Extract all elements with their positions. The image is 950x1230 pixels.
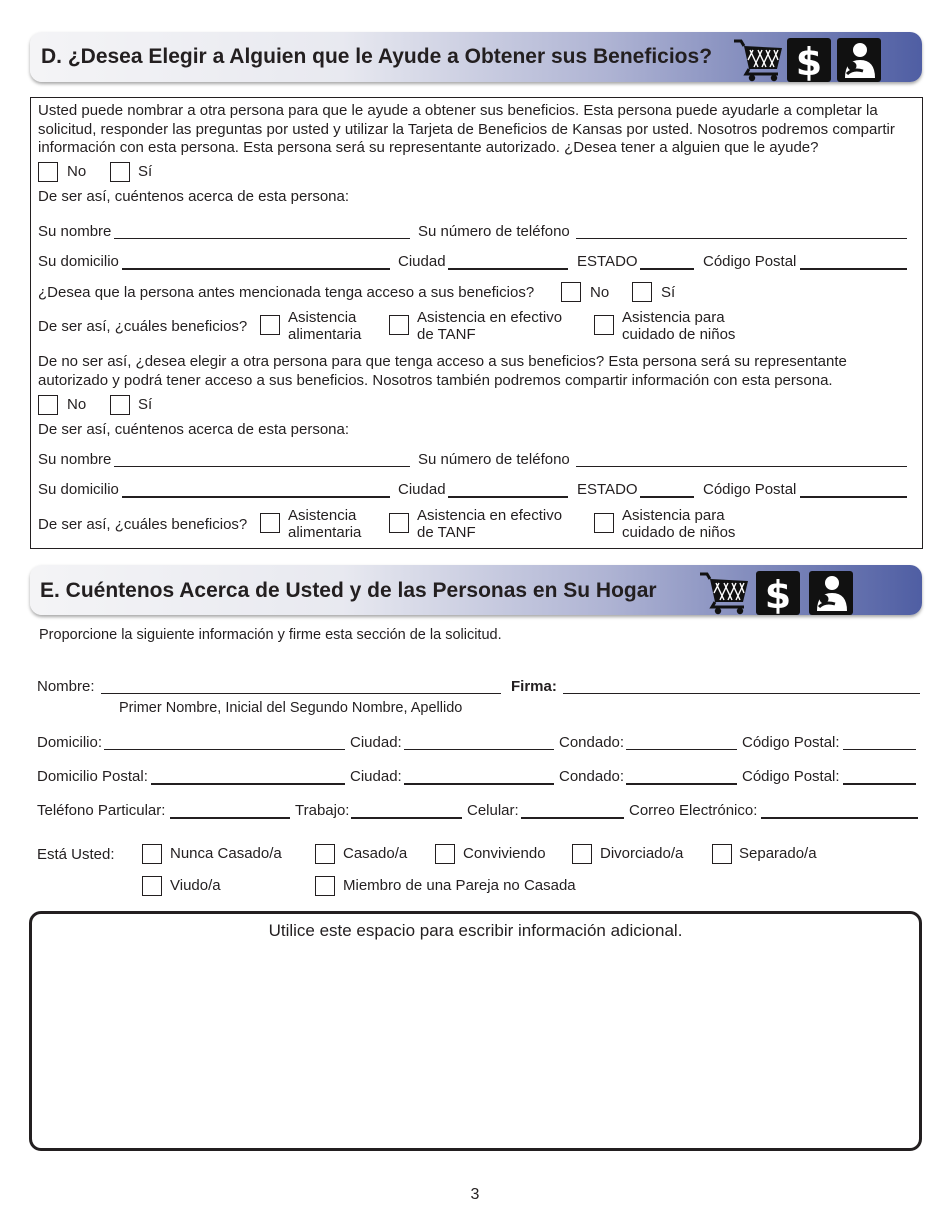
e-county-label: Condado: (559, 734, 625, 751)
status-cohabiting-label: Conviviendo (463, 845, 546, 862)
zip-field-2[interactable] (800, 496, 907, 498)
status-never-married-checkbox[interactable] (142, 844, 162, 864)
home-phone-label: Teléfono Particular: (37, 802, 166, 819)
access-no-label: No (590, 284, 610, 301)
section-e-header (30, 565, 922, 615)
name-label-2: Su nombre (38, 451, 112, 468)
section-d-header (30, 32, 922, 82)
benefit-food-label-2: alimentaria (288, 326, 362, 343)
benefit-tanf-label-2a: Asistencia en efectivo (417, 507, 563, 524)
status-unmarried-couple-checkbox[interactable] (315, 876, 335, 896)
status-divorced-label: Divorciado/a (600, 845, 684, 862)
status-divorced-checkbox[interactable] (572, 844, 592, 864)
cell-phone-field[interactable] (521, 817, 624, 819)
section-d-intro: Usted puede nombrar a otra persona para que le ayude a obtener sus beneficios. Esta persona puede ayudarle a completar la solicitud, responder las preguntas por usted y utilizar la Tarjeta de Beneficios de Kansas por usted. Nosotros podremos compartir información con esta persona. Esta persona será su representante autorizado. ¿Desea tener a alguien que le ayude? (38, 102, 895, 156)
work-label: Trabajo: (295, 802, 350, 819)
e-name-label: Nombre: (37, 678, 95, 695)
tell-us-text-2: De ser así, cuéntenos acerca de esta persona: (38, 421, 350, 438)
other-si-checkbox[interactable] (110, 395, 130, 415)
zip-label: Código Postal (703, 253, 797, 270)
zip-field[interactable] (800, 268, 907, 270)
mailing-county-label: Condado: (559, 768, 625, 785)
help-no-label: No (67, 163, 87, 180)
address-label-2: Su domicilio (38, 481, 119, 498)
home-phone-field[interactable] (170, 817, 290, 819)
benefit-child-label: Asistencia para (622, 309, 725, 326)
section-e-title: E. Cuéntenos Acerca de Usted y de las Personas en Su Hogar (40, 579, 657, 602)
status-widowed-checkbox[interactable] (142, 876, 162, 896)
e-city-label: Ciudad: (350, 734, 402, 751)
mailing-city-field[interactable] (404, 783, 554, 785)
status-married-label: Casado/a (343, 845, 408, 862)
city-field-2[interactable] (448, 496, 568, 498)
email-label: Correo Electrónico: (629, 802, 758, 819)
access-si-label: Sí (661, 284, 676, 301)
e-city-field[interactable] (404, 749, 554, 750)
phone-field[interactable] (576, 238, 907, 239)
mailing-label: Domicilio Postal: (37, 768, 148, 785)
signature-label: Firma: (511, 678, 557, 695)
status-unmarried-couple-label: Miembro de una Pareja no Casada (343, 877, 576, 894)
status-never-married-label: Nunca Casado/a (170, 845, 282, 862)
work-phone-field[interactable] (351, 817, 462, 819)
zip-label-2: Código Postal (703, 481, 797, 498)
e-county-field[interactable] (626, 749, 737, 750)
child-care-icon (837, 38, 881, 82)
state-field[interactable] (640, 268, 694, 270)
address-label: Su domicilio (38, 253, 119, 270)
phone-field-2[interactable] (576, 466, 907, 467)
e-zip-field[interactable] (843, 749, 916, 750)
phone-label-2: Su número de teléfono (418, 451, 570, 468)
state-field-2[interactable] (640, 496, 694, 498)
name-hint: Primer Nombre, Inicial del Segundo Nombre, Apellido (119, 700, 463, 716)
benefit-tanf-checkbox-2[interactable] (389, 513, 409, 533)
tell-us-text: De ser así, cuéntenos acerca de esta persona: (38, 188, 350, 205)
help-no-checkbox[interactable] (38, 162, 58, 182)
state-label: ESTADO (577, 253, 638, 270)
other-si-label: Sí (138, 396, 153, 413)
phone-label: Su número de teléfono (418, 223, 570, 240)
which-benefits-label: De ser así, ¿cuáles beneficios? (38, 318, 248, 335)
name-field-2[interactable] (114, 466, 410, 467)
other-person-text: De no ser así, ¿desea elegir a otra persona para que tenga acceso a sus beneficios? Esta persona será su representante autorizado y podrá tener acceso a sus beneficios. Nosotros también podremos compartir información con esta persona. (38, 353, 847, 389)
additional-info-textarea[interactable] (29, 911, 922, 1151)
shopping-cart-icon (698, 569, 750, 615)
benefit-food-checkbox[interactable] (260, 315, 280, 335)
signature-field[interactable] (563, 693, 920, 694)
benefit-food-label-2a: Asistencia (288, 507, 357, 524)
state-label-2: ESTADO (577, 481, 638, 498)
access-question: ¿Desea que la persona antes mencionada tenga acceso a sus beneficios? (38, 284, 535, 301)
mailing-zip-field[interactable] (843, 783, 916, 785)
benefit-child-checkbox[interactable] (594, 315, 614, 335)
section-d-title: D. ¿Desea Elegir a Alguien que le Ayude a Obtener sus Beneficios? (41, 45, 713, 68)
status-widowed-label: Viudo/a (170, 877, 221, 894)
mailing-field[interactable] (151, 783, 345, 785)
benefit-child-label-2: cuidado de niños (622, 326, 736, 343)
dollar-icon (756, 571, 800, 615)
other-no-checkbox[interactable] (38, 395, 58, 415)
svg-text:$: $ (795, 40, 823, 82)
which-benefits-label-2: De ser así, ¿cuáles beneficios? (38, 516, 248, 533)
status-label: Está Usted: (37, 846, 115, 863)
access-si-checkbox[interactable] (632, 282, 652, 302)
email-field[interactable] (761, 817, 918, 819)
benefit-tanf-label: Asistencia en efectivo (417, 309, 563, 326)
benefit-food-label: Asistencia (288, 309, 357, 326)
mailing-city-label: Ciudad: (350, 768, 402, 785)
section-e-intro: Proporcione la siguiente información y firme esta sección de la solicitud. (39, 627, 502, 643)
status-married-checkbox[interactable] (315, 844, 335, 864)
city-label: Ciudad (398, 253, 446, 270)
child-care-icon (809, 571, 853, 615)
additional-info-label: Utilice este espacio para escribir información adicional. (268, 921, 683, 940)
e-address-label: Domicilio: (37, 734, 103, 751)
e-zip-label: Código Postal: (742, 734, 840, 751)
benefit-tanf-label-2: de TANF (417, 326, 476, 343)
benefit-child-label-2a: Asistencia para (622, 507, 725, 524)
status-separated-checkbox[interactable] (712, 844, 732, 864)
e-address-field[interactable] (104, 749, 345, 750)
help-si-checkbox[interactable] (110, 162, 130, 182)
benefit-food-label-2b: alimentaria (288, 524, 362, 541)
status-separated-label: Separado/a (739, 845, 817, 862)
benefit-child-label-2b: cuidado de niños (622, 524, 736, 541)
other-no-label: No (67, 396, 87, 413)
access-no-checkbox[interactable] (561, 282, 581, 302)
city-label-2: Ciudad (398, 481, 446, 498)
benefit-food-checkbox-2[interactable] (260, 513, 280, 533)
benefit-tanf-label-2b: de TANF (417, 524, 476, 541)
name-field[interactable] (114, 238, 410, 239)
dollar-icon (787, 38, 831, 82)
benefit-tanf-checkbox[interactable] (389, 315, 409, 335)
shopping-cart-icon (732, 36, 784, 82)
address-field[interactable] (122, 268, 390, 270)
svg-text:$: $ (764, 573, 792, 615)
name-label: Su nombre (38, 223, 112, 240)
mailing-county-field[interactable] (626, 783, 737, 785)
mailing-zip-label: Código Postal: (742, 768, 840, 785)
help-si-label: Sí (138, 163, 153, 180)
address-field-2[interactable] (122, 496, 390, 498)
cell-label: Celular: (467, 802, 519, 819)
benefit-child-checkbox-2[interactable] (594, 513, 614, 533)
city-field[interactable] (448, 268, 568, 270)
e-name-field[interactable] (101, 693, 501, 694)
status-cohabiting-checkbox[interactable] (435, 844, 455, 864)
page-number: 3 (470, 1186, 480, 1203)
